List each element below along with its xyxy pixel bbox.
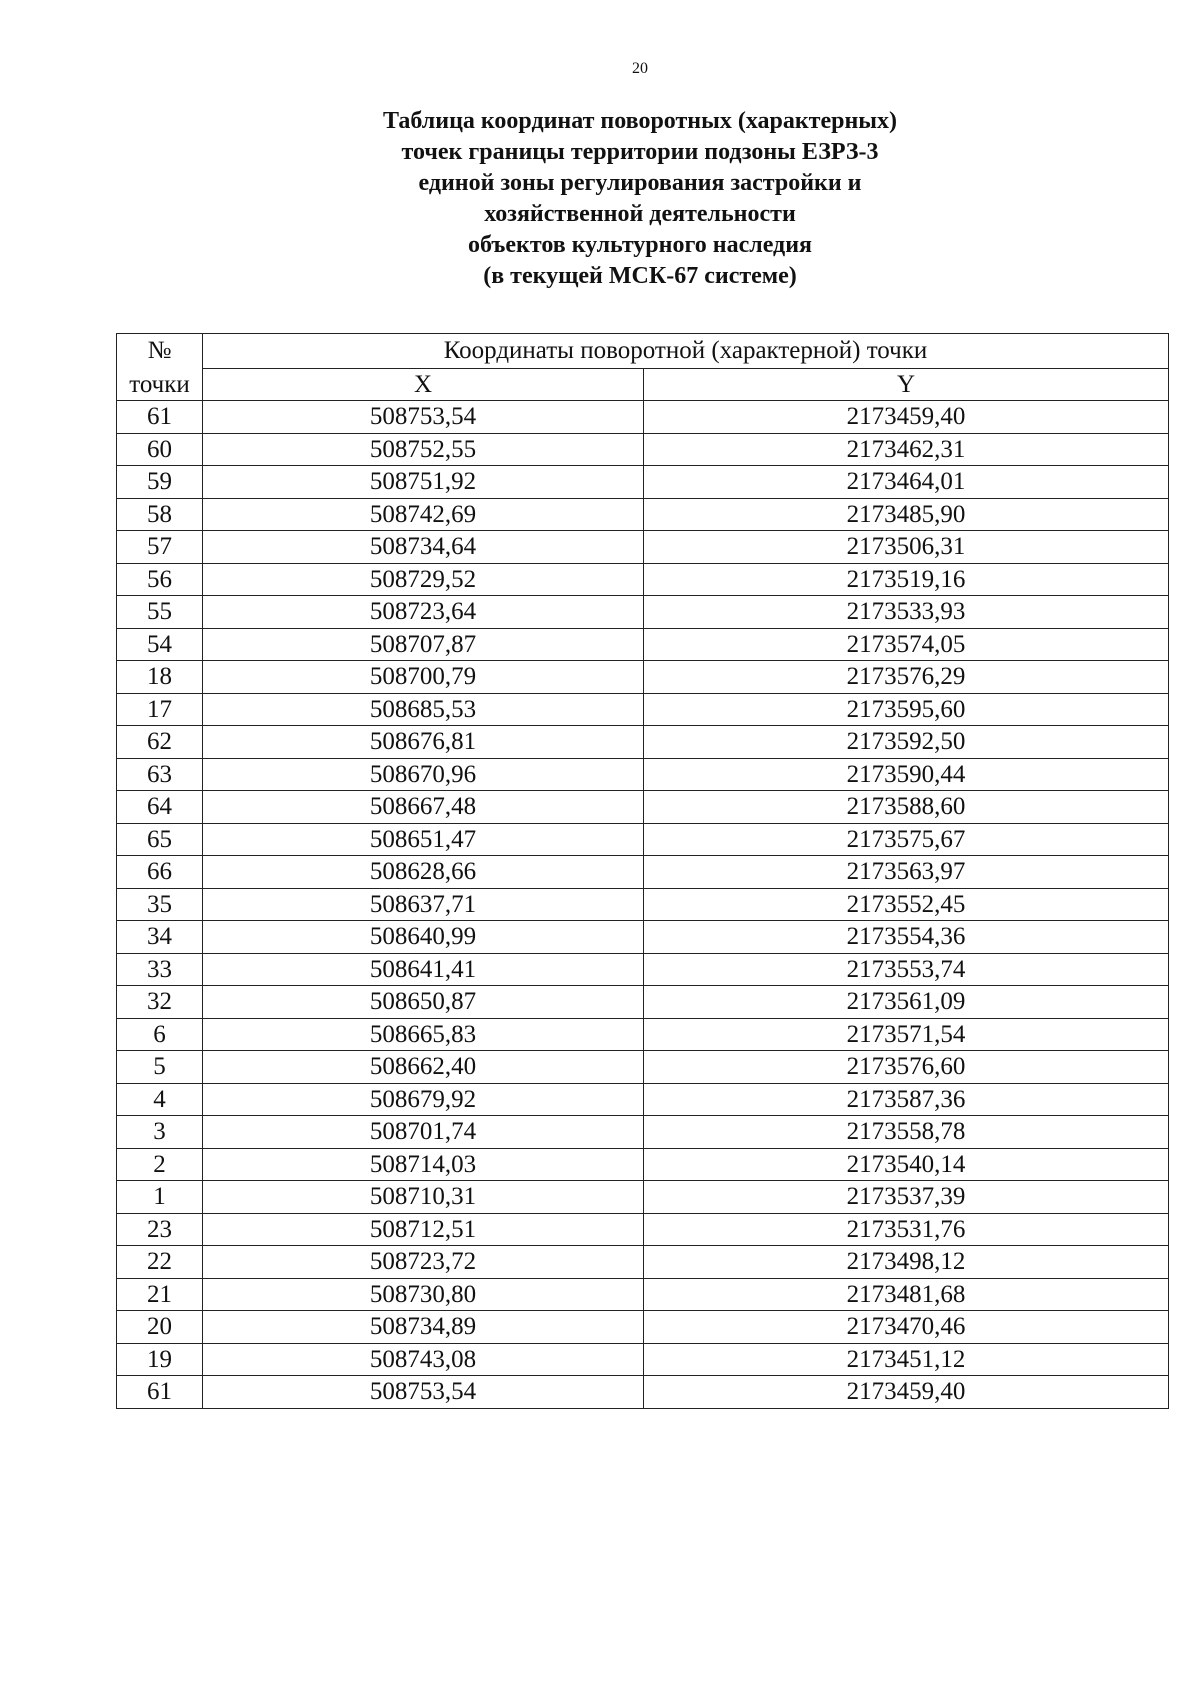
title-line: Таблица координат поворотных (характерных) xyxy=(382,108,898,134)
table-row xyxy=(117,856,1169,889)
y-coordinate-cell: 2173563,97 xyxy=(644,856,1169,889)
point-number-cell: 57 xyxy=(117,531,203,564)
y-coordinate-cell: 2173575,67 xyxy=(644,823,1169,856)
x-coordinate-cell: 508752,55 xyxy=(203,433,644,466)
point-number-cell: 60 xyxy=(117,433,203,466)
point-number-cell: 58 xyxy=(117,498,203,531)
point-number-cell: 3 xyxy=(117,1116,203,1149)
x-coordinate-cell: 508751,92 xyxy=(203,466,644,499)
y-coordinate-cell: 2173470,46 xyxy=(644,1311,1169,1344)
table-row xyxy=(117,888,1169,921)
y-coordinate-cell: 2173587,36 xyxy=(644,1083,1169,1116)
table-row xyxy=(117,1246,1169,1279)
y-coordinate-cell: 2173574,05 xyxy=(644,628,1169,661)
table-row xyxy=(117,921,1169,954)
x-coordinate-cell: 508714,03 xyxy=(203,1148,644,1181)
table-row xyxy=(117,726,1169,759)
point-number-cell: 32 xyxy=(117,986,203,1019)
y-coordinate-cell: 2173459,40 xyxy=(644,1376,1169,1409)
x-coordinate-cell: 508701,74 xyxy=(203,1116,644,1149)
table-row xyxy=(117,986,1169,1019)
point-number-cell: 4 xyxy=(117,1083,203,1116)
header-coordinates: Координаты поворотной (характерной) точки xyxy=(203,334,1169,369)
x-coordinate-cell: 508707,87 xyxy=(203,628,644,661)
header-number-label-2: точки xyxy=(117,368,203,401)
y-coordinate-cell: 2173590,44 xyxy=(644,758,1169,791)
point-number-cell: 2 xyxy=(117,1148,203,1181)
point-number-cell: 54 xyxy=(117,628,203,661)
table-row xyxy=(117,1213,1169,1246)
point-number-cell: 5 xyxy=(117,1051,203,1084)
table-row xyxy=(117,953,1169,986)
point-number-cell: 65 xyxy=(117,823,203,856)
y-coordinate-cell: 2173506,31 xyxy=(644,531,1169,564)
x-coordinate-cell: 508662,40 xyxy=(203,1051,644,1084)
table-row xyxy=(117,693,1169,726)
table-row xyxy=(117,823,1169,856)
y-coordinate-cell: 2173561,09 xyxy=(644,986,1169,1019)
y-coordinate-cell: 2173558,78 xyxy=(644,1116,1169,1149)
x-coordinate-cell: 508753,54 xyxy=(203,401,644,434)
x-coordinate-cell: 508710,31 xyxy=(203,1181,644,1214)
table-row xyxy=(117,1278,1169,1311)
x-coordinate-cell: 508723,64 xyxy=(203,596,644,629)
document-title xyxy=(0,106,1200,292)
point-number-cell: 18 xyxy=(117,661,203,694)
y-coordinate-cell: 2173595,60 xyxy=(644,693,1169,726)
header-number-label: № xyxy=(117,334,203,369)
table-row xyxy=(117,1051,1169,1084)
x-coordinate-cell: 508679,92 xyxy=(203,1083,644,1116)
x-coordinate-cell: 508667,48 xyxy=(203,791,644,824)
point-number-cell: 56 xyxy=(117,563,203,596)
x-coordinate-cell: 508651,47 xyxy=(203,823,644,856)
y-coordinate-cell: 2173451,12 xyxy=(644,1343,1169,1376)
point-number-cell: 62 xyxy=(117,726,203,759)
x-coordinate-cell: 508730,80 xyxy=(203,1278,644,1311)
x-coordinate-cell: 508712,51 xyxy=(203,1213,644,1246)
table-row xyxy=(117,1343,1169,1376)
y-coordinate-cell: 2173552,45 xyxy=(644,888,1169,921)
point-number-cell: 22 xyxy=(117,1246,203,1279)
x-coordinate-cell: 508742,69 xyxy=(203,498,644,531)
point-number-cell: 6 xyxy=(117,1018,203,1051)
x-coordinate-cell: 508637,71 xyxy=(203,888,644,921)
table-row xyxy=(117,1083,1169,1116)
y-coordinate-cell: 2173554,36 xyxy=(644,921,1169,954)
x-coordinate-cell: 508753,54 xyxy=(203,1376,644,1409)
point-number-cell: 34 xyxy=(117,921,203,954)
point-number-cell: 23 xyxy=(117,1213,203,1246)
x-coordinate-cell: 508640,99 xyxy=(203,921,644,954)
point-number-cell: 35 xyxy=(117,888,203,921)
y-coordinate-cell: 2173498,12 xyxy=(644,1246,1169,1279)
x-coordinate-cell: 508650,87 xyxy=(203,986,644,1019)
table-row xyxy=(117,1018,1169,1051)
table-row xyxy=(117,498,1169,531)
table-header-row xyxy=(117,368,1169,401)
header-y: Y xyxy=(644,368,1169,401)
point-number-cell: 17 xyxy=(117,693,203,726)
title-line: точек границы территории подзоны ЕЗРЗ-3 xyxy=(401,139,879,165)
table-row xyxy=(117,1181,1169,1214)
coordinates-table xyxy=(116,333,1169,1409)
y-coordinate-cell: 2173481,68 xyxy=(644,1278,1169,1311)
x-coordinate-cell: 508670,96 xyxy=(203,758,644,791)
y-coordinate-cell: 2173553,74 xyxy=(644,953,1169,986)
point-number-cell: 21 xyxy=(117,1278,203,1311)
y-coordinate-cell: 2173576,60 xyxy=(644,1051,1169,1084)
y-coordinate-cell: 2173540,14 xyxy=(644,1148,1169,1181)
point-number-cell: 19 xyxy=(117,1343,203,1376)
y-coordinate-cell: 2173588,60 xyxy=(644,791,1169,824)
y-coordinate-cell: 2173533,93 xyxy=(644,596,1169,629)
page-number: 20 xyxy=(632,60,648,77)
x-coordinate-cell: 508729,52 xyxy=(203,563,644,596)
table-row xyxy=(117,1311,1169,1344)
table-row xyxy=(117,758,1169,791)
table-body xyxy=(117,401,1169,1409)
table-row xyxy=(117,401,1169,434)
table-row xyxy=(117,563,1169,596)
point-number-cell: 33 xyxy=(117,953,203,986)
table-row xyxy=(117,791,1169,824)
point-number-cell: 61 xyxy=(117,1376,203,1409)
header-x: X xyxy=(203,368,644,401)
x-coordinate-cell: 508734,64 xyxy=(203,531,644,564)
x-coordinate-cell: 508641,41 xyxy=(203,953,644,986)
table-row xyxy=(117,433,1169,466)
table-row xyxy=(117,1116,1169,1149)
y-coordinate-cell: 2173459,40 xyxy=(644,401,1169,434)
y-coordinate-cell: 2173485,90 xyxy=(644,498,1169,531)
table-header-row xyxy=(117,334,1169,369)
table-row xyxy=(117,628,1169,661)
y-coordinate-cell: 2173571,54 xyxy=(644,1018,1169,1051)
point-number-cell: 20 xyxy=(117,1311,203,1344)
point-number-cell: 59 xyxy=(117,466,203,499)
point-number-cell: 55 xyxy=(117,596,203,629)
x-coordinate-cell: 508743,08 xyxy=(203,1343,644,1376)
point-number-cell: 66 xyxy=(117,856,203,889)
x-coordinate-cell: 508685,53 xyxy=(203,693,644,726)
y-coordinate-cell: 2173519,16 xyxy=(644,563,1169,596)
y-coordinate-cell: 2173462,31 xyxy=(644,433,1169,466)
x-coordinate-cell: 508723,72 xyxy=(203,1246,644,1279)
table-row xyxy=(117,596,1169,629)
y-coordinate-cell: 2173464,01 xyxy=(644,466,1169,499)
title-line: хозяйственной деятельности xyxy=(484,201,796,227)
table-row xyxy=(117,1376,1169,1409)
x-coordinate-cell: 508628,66 xyxy=(203,856,644,889)
table-row xyxy=(117,661,1169,694)
x-coordinate-cell: 508700,79 xyxy=(203,661,644,694)
y-coordinate-cell: 2173531,76 xyxy=(644,1213,1169,1246)
point-number-cell: 63 xyxy=(117,758,203,791)
x-coordinate-cell: 508676,81 xyxy=(203,726,644,759)
x-coordinate-cell: 508734,89 xyxy=(203,1311,644,1344)
title-line: (в текущей МСК-67 системе) xyxy=(483,263,797,289)
point-number-cell: 1 xyxy=(117,1181,203,1214)
table-row xyxy=(117,531,1169,564)
title-line: объектов культурного наследия xyxy=(467,232,813,258)
title-line: единой зоны регулирования застройки и xyxy=(418,170,862,196)
y-coordinate-cell: 2173592,50 xyxy=(644,726,1169,759)
table-row xyxy=(117,466,1169,499)
point-number-cell: 61 xyxy=(117,401,203,434)
y-coordinate-cell: 2173537,39 xyxy=(644,1181,1169,1214)
point-number-cell: 64 xyxy=(117,791,203,824)
y-coordinate-cell: 2173576,29 xyxy=(644,661,1169,694)
table-row xyxy=(117,1148,1169,1181)
x-coordinate-cell: 508665,83 xyxy=(203,1018,644,1051)
